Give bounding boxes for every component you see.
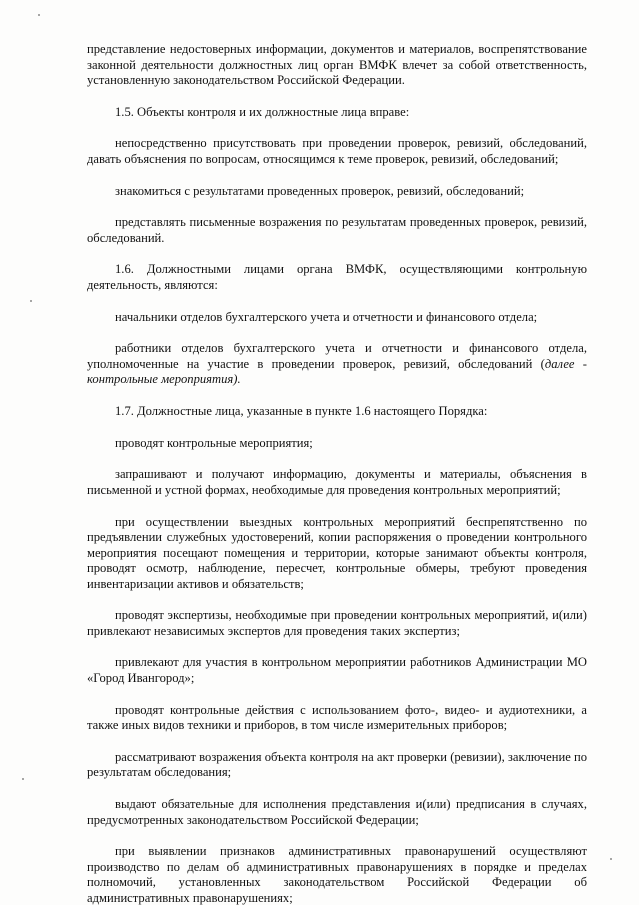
paragraph: запрашивают и получают информацию, документы и материалы, объяснения в письменной и устной формах, необходимые для проведения контрольных мероприятий; [87, 467, 587, 497]
paragraph: начальники отделов бухгалтерского учета и отчетности и финансового отдела; [115, 309, 538, 324]
paragraph: проводят контрольные действия с использованием фото-, видео- и аудиотехники, а также иных видов техники и приборов, в том числе измерительных приборов; [87, 702, 587, 733]
paragraph: привлекают для участия в контрольном мероприятии работников Администрации МО «Город Ивангород»; [87, 655, 587, 685]
paragraph: при выявлении признаков административных правонарушений осуществляют производство по делам об административных правонарушениях в порядке и пределах полномочий, установленных законодательством Российской Федерации об административных правонарушениях; [87, 844, 587, 905]
paragraph: представление недостоверных информации, документов и материалов, воспрепятствование законной деятельности должностных лиц орган ВМФК влечет за собой ответственность, установленную законодательством Российской Федерации. [87, 42, 587, 87]
paragraph: выдают обязательные для исполнения представления и(или) предписания в случаях, предусмотренных законодательством Российской Федерации; [87, 797, 587, 827]
scan-speck [610, 858, 612, 860]
paragraph: проводят экспертизы, необходимые при проведении контрольных мероприятий, и(или) привлекают независимых экспертов для проведения таких экспертиз; [87, 608, 587, 638]
document-body [87, 42, 587, 922]
italic-term: далее - контрольные мероприятия). [87, 356, 587, 387]
scan-speck [22, 778, 24, 780]
paragraph: 1.6. Должностными лицами органа ВМФК, осуществляющими контрольную деятельность, являются: [87, 262, 587, 292]
paragraph: 1.5. Объекты контроля и их должностные лица вправе: [115, 104, 410, 119]
paragraph: проводят контрольные мероприятия; [115, 435, 313, 450]
paragraph: при осуществлении выездных контрольных мероприятий беспрепятственно по предъявлении служебных удостоверений, копии распоряжения о проведении контрольного мероприятия посещают помещения и территории, которые занимают объекты контроля, проводят осмотр, наблюдение, пересчет, контрольные обмеры, требуют проведения инвентаризации активов и обязательств; [87, 514, 587, 591]
paragraph: непосредственно присутствовать при проведении проверок, ревизий, обследований, давать объяснения по вопросам, относящимся к теме проверок, ревизий, обследований; [87, 136, 587, 166]
paragraph: представлять письменные возражения по результатам проведенных проверок, ревизий, обследований. [87, 215, 587, 245]
scan-speck [38, 14, 40, 16]
paragraph: рассматривают возражения объекта контроля на акт проверки (ревизии), заключение по результатам обследования; [87, 749, 587, 780]
paragraph [87, 341, 587, 388]
paragraph: знакомиться с результатами проведенных проверок, ревизий, обследований; [115, 183, 525, 198]
paragraph-text: работники отделов бухгалтерского учета и отчетности и финансового отдела, уполномоченные на участие в проведении проверок, ревизий, обследований ( [87, 341, 587, 371]
scan-speck [30, 300, 32, 302]
paragraph: 1.7. Должностные лица, указанные в пункте 1.6 настоящего Порядка: [115, 404, 488, 418]
